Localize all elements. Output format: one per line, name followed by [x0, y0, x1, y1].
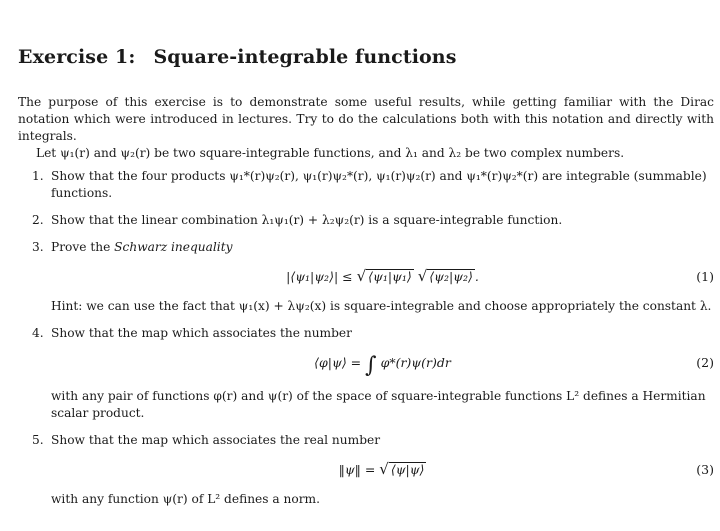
- exercise-title: [18, 46, 714, 68]
- schwarz-inequality-label: Schwarz inequality: [114, 240, 233, 254]
- exercise-heading: Square-integrable functions: [153, 46, 457, 68]
- item-after-text: with any function ψ(r) of L² defines a norm.: [51, 492, 320, 506]
- equation-number: (1): [696, 269, 714, 284]
- equation-2: [51, 348, 714, 382]
- equation-3: [51, 455, 714, 485]
- item-number: 5.: [32, 433, 44, 447]
- list-item-2: [18, 212, 714, 229]
- intro-line-1: The purpose of this exercise is to demonstrate some useful results, while getting familiar with the Dirac notation which were introduced in lectures. Try to do the calculations both with this notation and directly with integrals.: [18, 95, 714, 143]
- intro-line-2: Let ψ₁(r) and ψ₂(r) be two square-integrable functions, and λ₁ and λ₂ be two complex numbers.: [36, 146, 625, 160]
- list-item-3: [18, 239, 714, 315]
- equation-1: [51, 262, 714, 292]
- hint-text: Hint: we can use the fact that ψ₁(x) + λψ₂(x) is square-integrable and choose appropriately the constant λ.: [51, 299, 712, 313]
- item-text: Show that the linear combination λ₁ψ₁(r) + λ₂ψ₂(r) is a square-integrable function.: [51, 213, 563, 227]
- item-text: Show that the four products ψ₁*(r)ψ₂(r), ψ₁(r)ψ₂*(r), ψ₁(r)ψ₂(r) and ψ₁*(r)ψ₂*(r) are integrable (summable) functions.: [51, 169, 707, 200]
- item-number: 1.: [32, 169, 44, 183]
- item-text: Prove the: [51, 240, 115, 254]
- item-number: 3.: [32, 240, 44, 254]
- item-text: Show that the map which associates the real number: [51, 433, 381, 447]
- equation-number: (3): [696, 462, 714, 477]
- item-after-text: with any pair of functions φ(r) and ψ(r) of the space of square-integrable functions L² defines a Hermitian scalar product.: [51, 389, 706, 420]
- item-text: Show that the map which associates the number: [51, 326, 352, 340]
- exercise-items: [18, 168, 714, 508]
- exercise-number: Exercise 1:: [18, 46, 136, 68]
- list-item-5: [18, 432, 714, 508]
- list-item-1: [18, 168, 714, 202]
- equation-formula: |⟨ψ₁|ψ₂⟩| ≤ √ ⟨ψ₁|ψ₁⟩ √ ⟨ψ₂|ψ₂⟩ .: [286, 267, 479, 285]
- item-number: 4.: [32, 326, 44, 340]
- list-item-4: [18, 325, 714, 422]
- exercise-page: [18, 46, 714, 518]
- intro-paragraph: [18, 94, 714, 162]
- equation-number: (2): [696, 355, 714, 370]
- equation-formula: ⟨φ|ψ⟩ = ∫ φ*(r)ψ(r)dr: [314, 353, 451, 378]
- item-number: 2.: [32, 213, 44, 227]
- equation-formula: ‖ψ‖ = √ ⟨ψ|ψ⟩: [338, 460, 425, 478]
